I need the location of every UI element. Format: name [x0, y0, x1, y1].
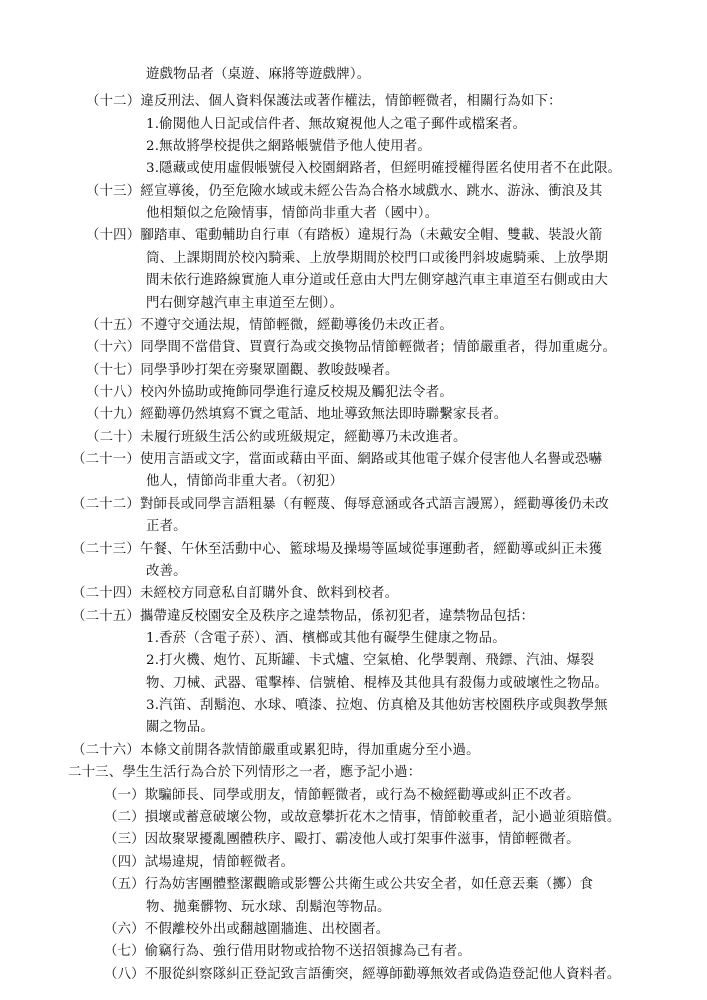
text-line: 3.汽笛、刮鬍泡、水球、噴漆、拉炮、仿真槍及其他妨害校園秩序或與教學無: [146, 698, 608, 713]
text-line: 正者。: [146, 519, 187, 534]
text-line: （十四）腳踏車、電動輔助自行車（有踏板）違規行為（未戴安全帽、雙載、裝設火箭: [86, 228, 603, 243]
text-line: 2.無故將學校提供之網路帳號借予他人使用者。: [146, 139, 431, 154]
text-line: （十八）校內外協助或掩飾同學進行違反校規及觸犯法令者。: [86, 385, 453, 400]
text-line: （四）試場違規，情節輕微者。: [104, 855, 295, 870]
text-line: （五）行為妨害團體整潔觀瞻或影響公共衛生或公共安全者，如任意丟棄（擲）食: [104, 877, 594, 892]
text-line: （三）因故聚眾擾亂團體秩序、毆打、霸凌他人或打架事件滋事，情節輕微者。: [104, 832, 580, 847]
text-line: （二十四）未經校方同意私自訂購外食、飲料到校者。: [72, 586, 399, 601]
text-line: 改善。: [146, 564, 187, 579]
text-line: 間未依行進路線實施人車分道或任意由大門左側穿越汽車主車道至右側或由大: [146, 273, 609, 288]
text-line: （十六）同學間不當借貸、買賣行為或交換物品情節輕微者；情節嚴重者，得加重處分。: [86, 340, 617, 355]
text-line: （十七）同學爭吵打架在旁聚眾圍觀、教唆鼓噪者。: [86, 363, 399, 378]
text-line: 他人，情節尚非重大者。（初犯）: [146, 474, 344, 489]
text-line: （十九）經勸導仍然填寫不實之電話、地址導致無法即時聯繫家長者。: [86, 407, 508, 422]
text-line: （十五）不遵守交通法規，情節輕微，經勸導後仍未改正者。: [86, 318, 453, 333]
text-line: 1.偷閱他人日記或信件者、無故窺視他人之電子郵件或檔案者。: [146, 117, 527, 132]
text-line: （十三）經宣導後，仍至危險水域或未經公告為合格水域戲水、跳水、游泳、衝浪及其: [86, 184, 603, 199]
text-line: 二十三、學生生活行為合於下列情形之一者，應予記小過：: [68, 765, 422, 780]
text-line: 1.香菸（含電子菸）、酒、檳榔或其他有礙學生健康之物品。: [146, 631, 506, 646]
text-line: 2.打火機、炮竹、瓦斯罐、卡式爐、空氣槍、化學製劑、飛鏢、汽油、爆裂: [146, 653, 595, 668]
text-line: 筒、上課期間於校內騎乘、上放學期間於校門口或後門斜坡處騎乘、上放學期: [146, 251, 609, 266]
text-line: （六）不假離校外出或翻越圍牆進、出校園者。: [104, 922, 390, 937]
text-line: （一）欺騙師長、同學或朋友，情節輕微者，或行為不檢經勸導或糾正不改者。: [104, 788, 580, 803]
text-line: 遊戲物品者（桌遊、麻將等遊戲牌）。: [146, 67, 371, 82]
text-line: 關之物品。: [146, 720, 214, 735]
text-line: （八）不服從糾察隊糾正登記致言語衝突，經導師勸導無效者或偽造登記他人資料者。: [104, 967, 621, 982]
text-line: 物、拋棄髒物、玩水球、刮鬍泡等物品。: [146, 900, 391, 915]
text-line: 3.隱藏或使用虛假帳號侵入校園網路者，但經明確授權得匿名使用者不在此限。: [146, 161, 622, 176]
text-line: 他相類似之危險情事，情節尚非重大者（國中）。: [146, 206, 439, 221]
text-line: 門右側穿越汽車主車道至左側）。: [146, 296, 344, 311]
text-line: （二十三）午餐、午休至活動中心、籃球場及操場等區域從事運動者，經勸導或糾正未獲: [72, 542, 603, 557]
text-line: （二）損壞或蓄意破壞公物，或故意攀折花木之情事，情節較重者，記小過並須賠償。: [104, 810, 621, 825]
text-line: （十二）違反刑法、個人資料保護法或著作權法，情節輕微者，相關行為如下：: [86, 94, 562, 109]
text-line: （二十二）對師長或同學言語粗暴（有輕蔑、侮辱意涵或各式語言謾罵），經勸導後仍未改: [72, 497, 609, 512]
text-line: （二十）未履行班級生活公約或班級規定，經勸導乃未改進者。: [86, 430, 467, 445]
text-line: （二十一）使用言語或文字，當面或藉由平面、網路或其他電子媒介侵害他人名譽或恐嚇: [72, 452, 603, 467]
text-line: （七）偷竊行為、強行借用財物或拾物不送招領據為己有者。: [104, 944, 471, 959]
text-line: 物、刀械、武器、電擊棒、信號槍、棍棒及其他具有殺傷力或破壞性之物品。: [146, 676, 609, 691]
text-line: （二十五）攜帶違反校園安全及秩序之違禁物品，係初犯者，違禁物品包括：: [72, 609, 535, 624]
text-line: （二十六）本條文前開各款情節嚴重或累犯時，得加重處分至小過。: [72, 743, 480, 758]
